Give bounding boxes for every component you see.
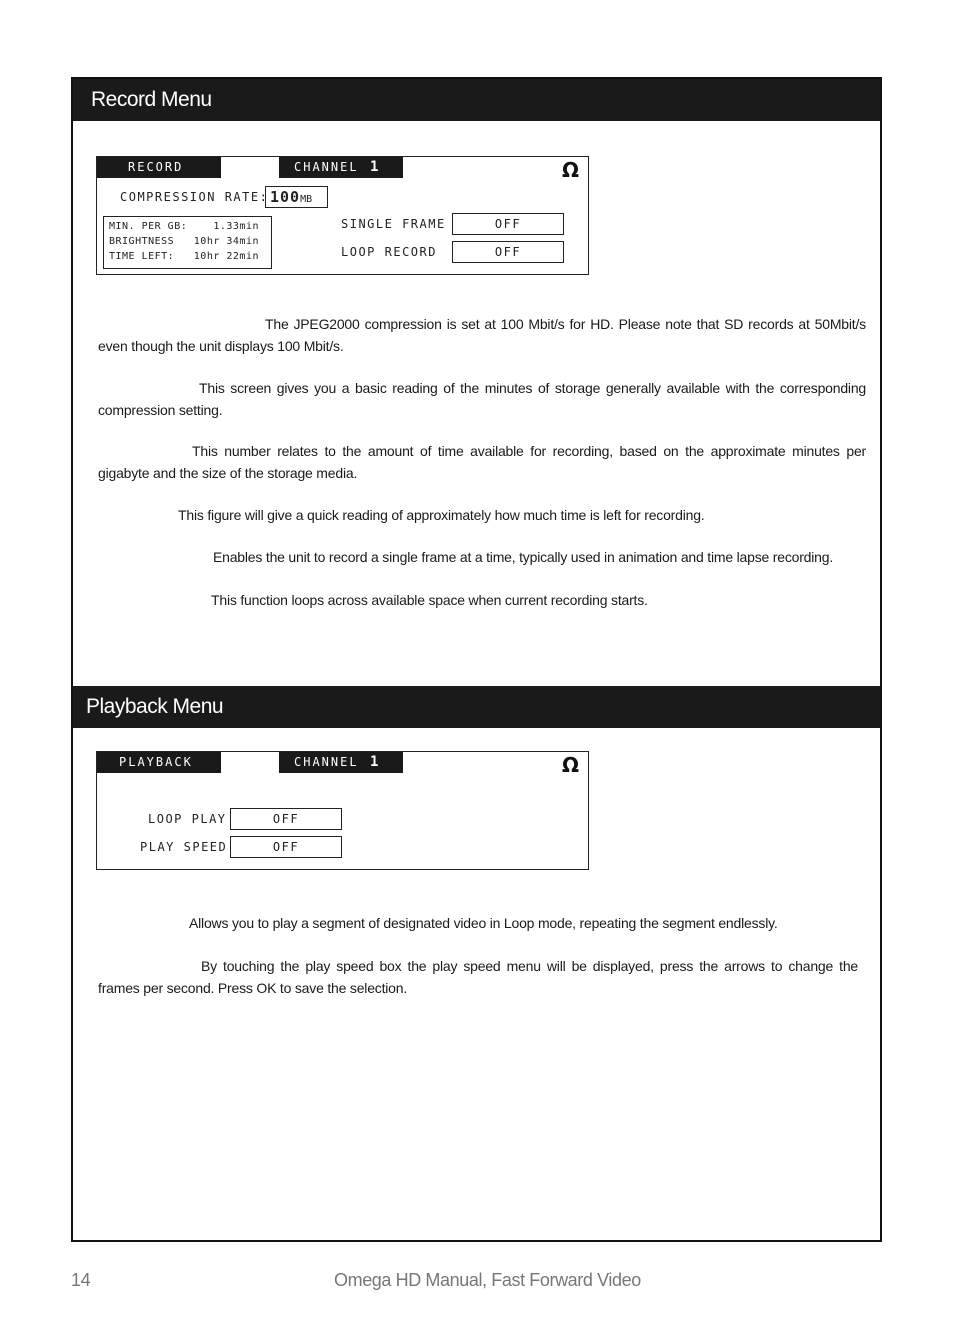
omega-logo-icon: Ω	[562, 753, 580, 777]
play-speed-button[interactable]: OFF	[230, 836, 342, 858]
brightness-description: This number relates to the amount of time available for recording, based on the approximate minutes per gigabyte and the size of the storage media.	[98, 443, 866, 481]
min-per-gb-description: This screen gives you a basic reading of the minutes of storage generally available with the corresponding compression setting.	[98, 380, 866, 418]
record-menu-header	[73, 79, 880, 121]
compression-rate-value[interactable]: 100MB	[265, 186, 328, 208]
single-frame-toggle[interactable]: OFF	[452, 213, 564, 235]
playback-menu-header	[73, 686, 880, 728]
stat-row-min-per-gb: MIN. PER GB: 1.33min	[109, 221, 259, 232]
loop-record-toggle[interactable]: OFF	[452, 241, 564, 263]
stat-row-brightness: BRIGHTNESS 10hr 34min	[109, 236, 259, 247]
channel-number: 1	[370, 754, 381, 770]
time-left-description: This figure will give a quick reading of approximately how much time is left for recording.	[178, 507, 705, 523]
loop-play-label: LOOP PLAY	[148, 812, 227, 826]
storage-stats-box	[103, 216, 272, 269]
compression-rate-label: COMPRESSION RATE:	[120, 190, 269, 204]
single-frame-label: SINGLE FRAME	[341, 217, 446, 231]
stat-row-time-left: TIME LEFT: 10hr 22min	[109, 251, 259, 262]
record-screen	[96, 156, 589, 275]
loop-record-description: This function loops across available space when current recording starts.	[211, 592, 648, 608]
single-frame-description: Enables the unit to record a single frame at a time, typically used in animation and time lapse recording.	[213, 549, 834, 565]
playback-screen	[96, 751, 589, 870]
playback-tab: PLAYBACK	[97, 752, 221, 773]
page-number: 14	[71, 1270, 91, 1290]
playback-menu-title: Playback Menu	[86, 695, 224, 718]
record-menu-title: Record Menu	[91, 88, 212, 111]
channel-tab: CHANNEL 1	[279, 752, 403, 773]
channel-number: 1	[370, 159, 381, 175]
loop-play-description: Allows you to play a segment of designated video in Loop mode, repeating the segment endlessly.	[189, 915, 778, 931]
footer-title: Omega HD Manual, Fast Forward Video	[334, 1270, 641, 1290]
channel-tab: CHANNEL 1	[279, 157, 403, 178]
manual-page-frame	[71, 77, 882, 1242]
loop-record-label: LOOP RECORD	[341, 245, 437, 259]
play-speed-description: By touching the play speed box the play speed menu will be displayed, press the arrows to change the frames per second. Press OK to save the selection.	[98, 958, 858, 996]
compression-rate-description: The JPEG2000 compression is set at 100 Mbit/s for HD. Please note that SD records at 50Mbit/s even though the unit displays 100 Mbit/s.	[98, 316, 866, 354]
play-speed-label: PLAY SPEED	[140, 840, 228, 854]
omega-logo-icon: Ω	[562, 158, 580, 182]
record-tab: RECORD	[97, 157, 221, 178]
loop-play-toggle[interactable]: OFF	[230, 808, 342, 830]
